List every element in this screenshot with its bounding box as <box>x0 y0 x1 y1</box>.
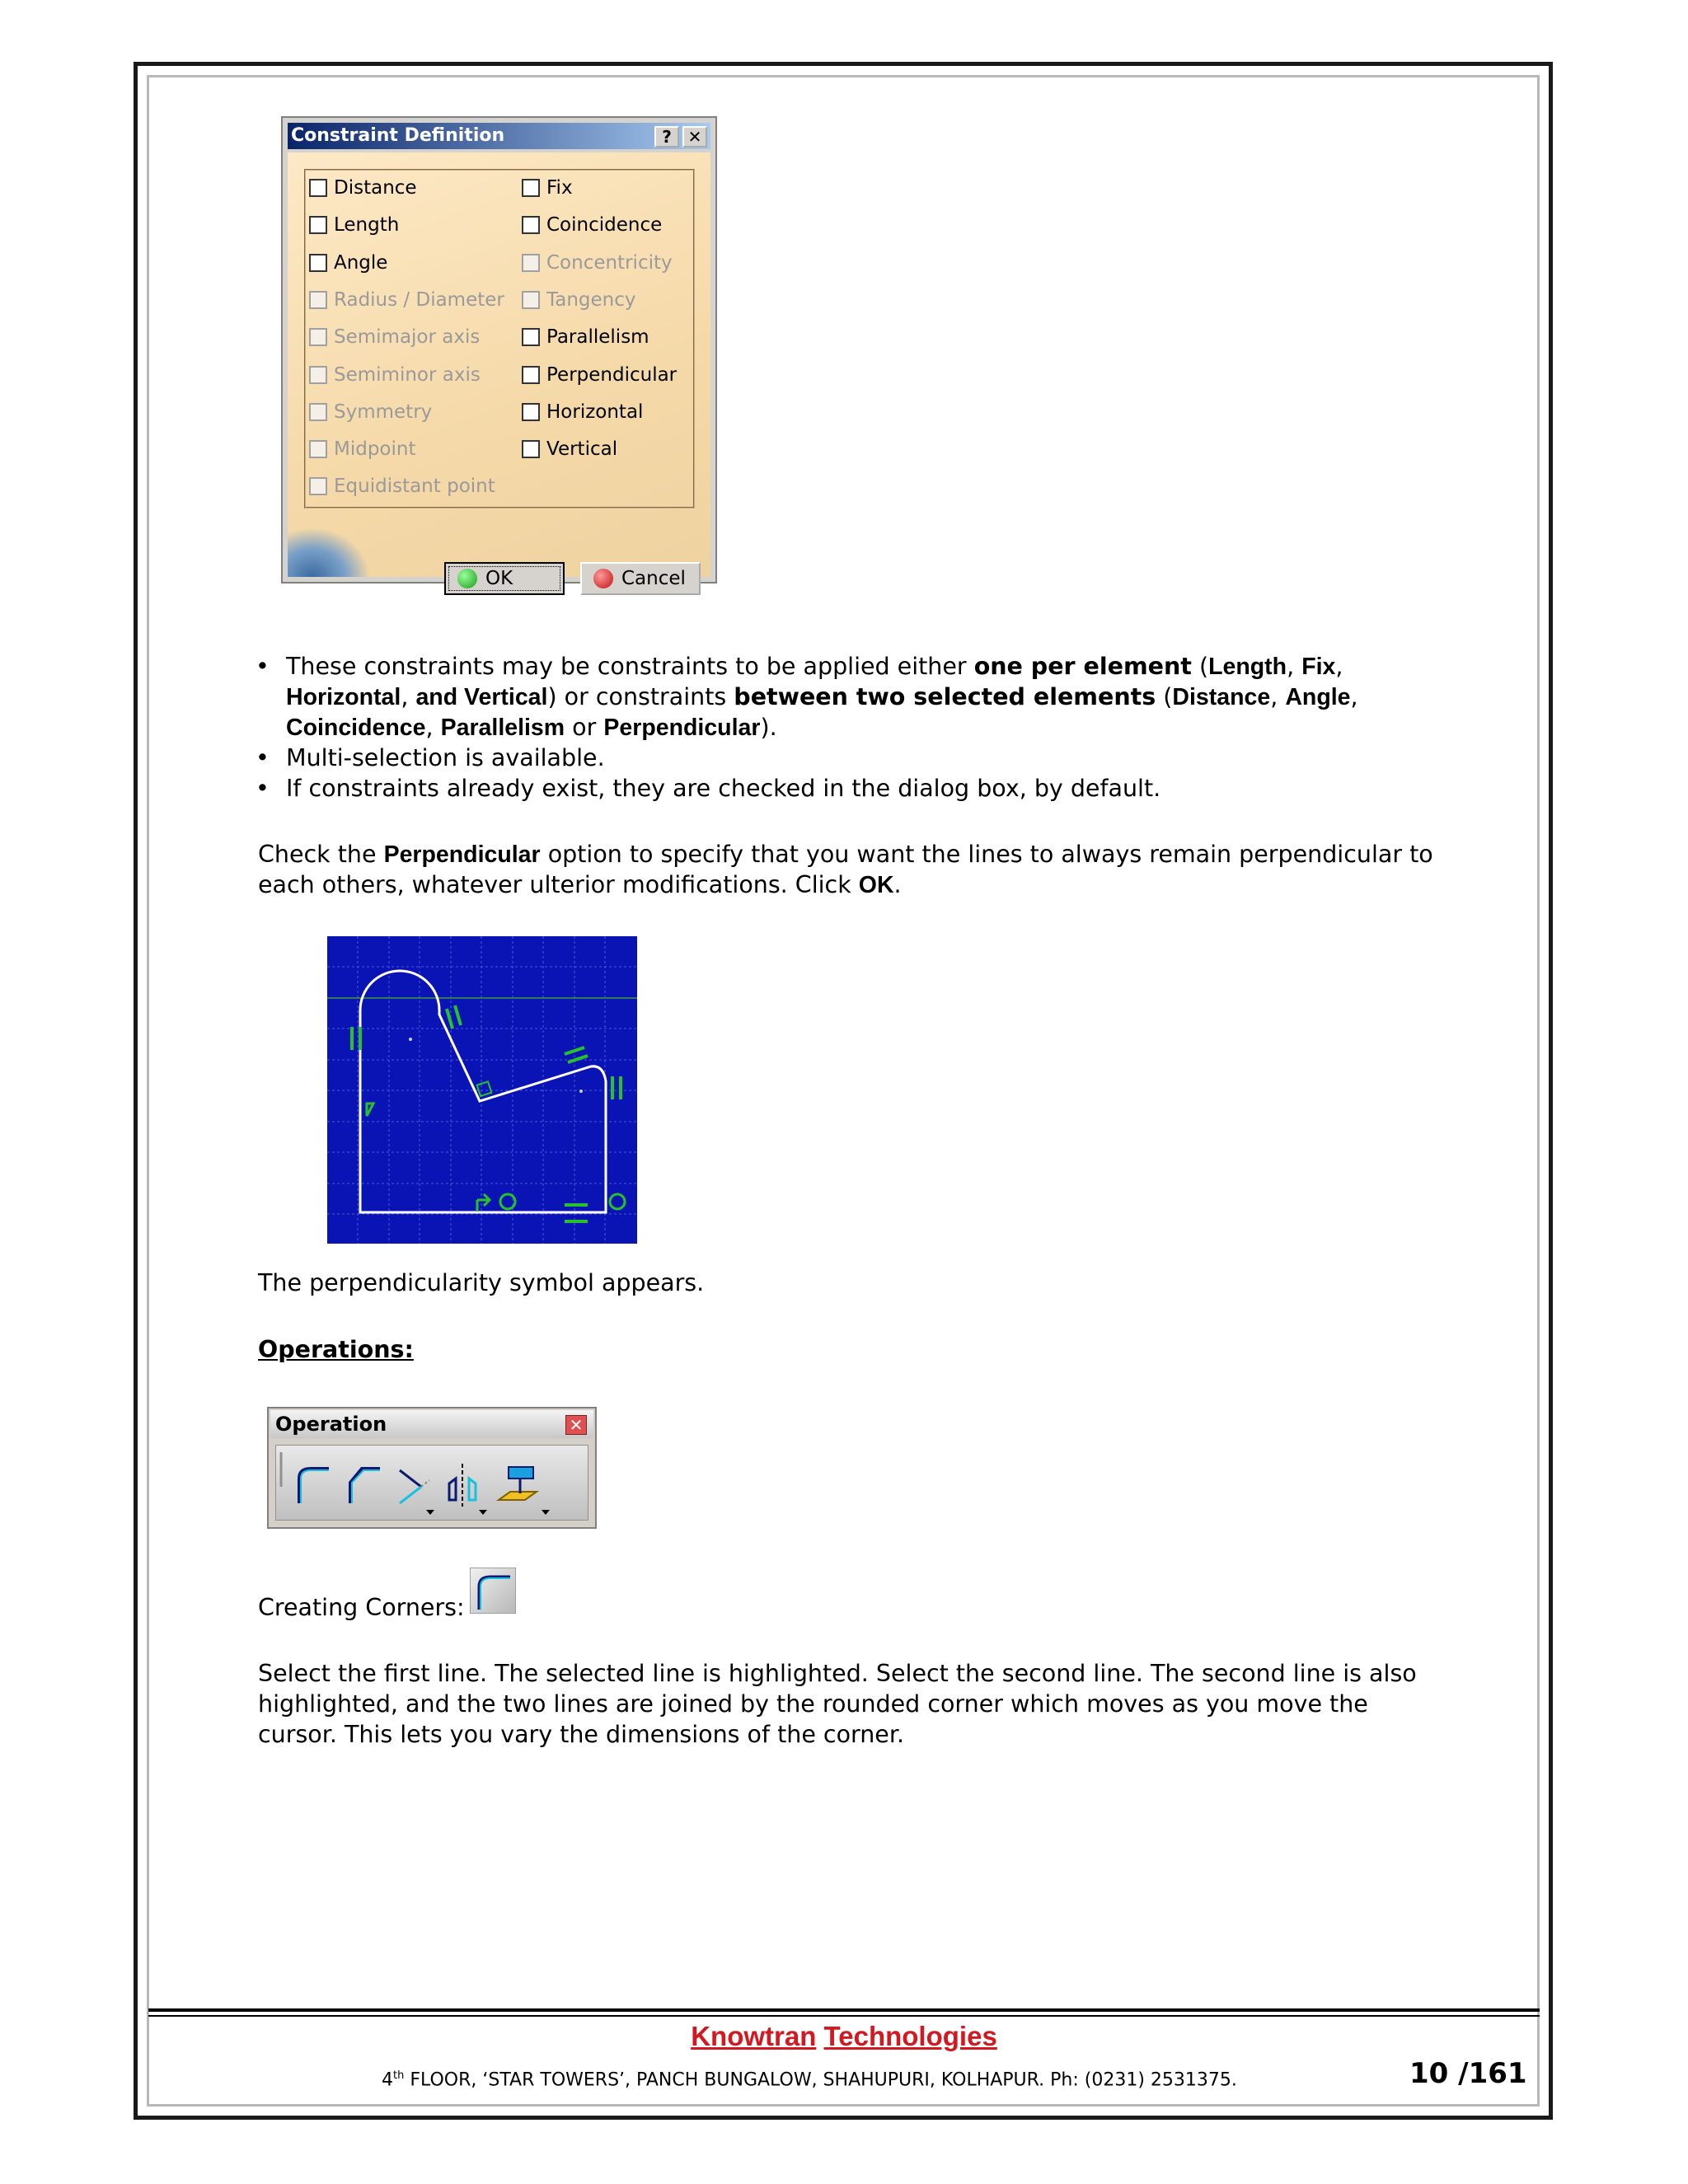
checkbox-box <box>309 328 327 346</box>
checkbox-box[interactable] <box>522 216 540 234</box>
corner-icon[interactable] <box>299 1469 329 1503</box>
checkbox-vertical[interactable] <box>522 437 617 462</box>
constraint-options-group <box>304 169 695 509</box>
figure-caption: The perpendicularity symbol appears. <box>258 1269 705 1296</box>
checkbox-label: Fix <box>546 177 573 199</box>
project-3d-icon[interactable] <box>499 1467 550 1515</box>
checkbox-perpendicular[interactable] <box>522 363 677 387</box>
checkbox-label: Radius / Diameter <box>334 288 504 311</box>
checkbox-label: Concentricity <box>546 251 673 274</box>
toolbar-title: Operation <box>275 1413 387 1436</box>
checkbox-tangency <box>522 288 636 312</box>
checkbox-semimajor-axis <box>309 325 480 349</box>
checkbox-label: Angle <box>334 251 388 274</box>
paragraph-perpendicular-line-2: each others, whatever ulterior modifications. Click OK. <box>258 871 902 898</box>
checkbox-label: Coincidence <box>546 214 663 237</box>
checkbox-length[interactable] <box>309 213 399 237</box>
checkbox-concentricity <box>522 251 673 275</box>
checkbox-label: Semimajor axis <box>334 326 481 349</box>
checkbox-parallelism[interactable] <box>522 325 649 349</box>
mirror-icon[interactable] <box>449 1464 487 1515</box>
checkbox-label: Horizontal <box>546 401 644 423</box>
bullet-marker: • <box>256 775 270 802</box>
paragraph-corner-line-3: cursor. This lets you vary the dimensions of the corner. <box>258 1721 905 1748</box>
checkbox-box[interactable] <box>309 254 327 272</box>
toolbar-close-button[interactable]: ✕ <box>565 1415 587 1435</box>
operations-heading: Operations: <box>258 1336 414 1363</box>
checkbox-semiminor-axis <box>309 363 481 387</box>
footer-address: 4th FLOOR, ‘STAR TOWERS’, PANCH BUNGALOW, SHAHUPURI, KOLHAPUR. Ph: (0231) 2531375. <box>382 2069 1237 2091</box>
chamfer-icon[interactable] <box>350 1469 380 1503</box>
paragraph-corner-line-1: Select the first line. The selected line is highlighted. Select the second line. The second line is also <box>258 1660 1417 1687</box>
bullet-2: Multi-selection is available. <box>286 744 605 771</box>
checkbox-box[interactable] <box>522 440 540 458</box>
checkbox-box <box>309 403 327 421</box>
constraint-definition-dialog <box>281 116 717 589</box>
bullet-marker: • <box>256 744 270 771</box>
ok-button[interactable]: OK <box>444 562 565 595</box>
trim-icon[interactable] <box>400 1470 434 1515</box>
checkbox-box[interactable] <box>522 179 540 197</box>
checkbox-label: Vertical <box>546 438 618 461</box>
checkbox-angle[interactable] <box>309 251 387 275</box>
checkbox-label: Midpoint <box>334 438 416 461</box>
checkbox-radius-diameter <box>309 288 504 312</box>
checkbox-label: Semiminor axis <box>334 363 481 386</box>
checkbox-box <box>522 291 540 309</box>
checkbox-box[interactable] <box>309 179 327 197</box>
sketch-center-point <box>579 1090 583 1093</box>
ok-icon <box>457 569 477 588</box>
bullet-1-line-2: Horizontal, and Vertical) or constraints between two selected elements (Distance, Angle, <box>286 683 1358 710</box>
dialog-body <box>288 152 710 589</box>
dialog-title: Constraint Definition <box>291 125 505 146</box>
checkbox-label: Symmetry <box>334 401 433 423</box>
cancel-button[interactable]: Cancel <box>580 562 701 595</box>
checkbox-midpoint <box>309 437 416 462</box>
footer-rule-thin <box>148 2015 1540 2017</box>
checkbox-box[interactable] <box>522 366 540 384</box>
checkbox-box <box>309 366 327 384</box>
checkbox-label: Parallelism <box>546 326 649 349</box>
page-number: 10 /161 <box>1409 2057 1527 2090</box>
close-button[interactable]: ✕ <box>682 126 707 148</box>
checkbox-box <box>522 254 540 272</box>
checkbox-box <box>309 440 327 458</box>
footer-rule-thick <box>148 2008 1540 2012</box>
sketch-center-point <box>409 1038 412 1041</box>
toolbar-icons <box>275 1445 588 1521</box>
help-button[interactable]: ? <box>654 126 679 148</box>
checkbox-equidistant-point <box>309 474 495 499</box>
checkbox-label: Perpendicular <box>546 363 678 386</box>
checkbox-box[interactable] <box>522 328 540 346</box>
checkbox-distance[interactable] <box>309 176 417 200</box>
checkbox-horizontal[interactable] <box>522 400 643 424</box>
checkbox-label: Distance <box>334 177 417 199</box>
company-name: Knowtran Technologies <box>691 2021 997 2051</box>
creating-corners-label: Creating Corners: <box>258 1594 465 1621</box>
checkbox-fix[interactable] <box>522 176 573 200</box>
paragraph-corner-line-2: highlighted, and the two lines are joined by the rounded corner which moves as you move the <box>258 1690 1368 1718</box>
corner-tool-icon <box>470 1568 516 1614</box>
checkbox-box[interactable] <box>522 403 540 421</box>
bullet-1-line-1: These constraints may be constraints to be applied either one per element (Length, Fix, <box>286 653 1343 680</box>
sketch-figure <box>327 936 637 1244</box>
cancel-icon <box>593 569 613 588</box>
bullet-marker: • <box>256 653 270 680</box>
bullet-1-line-3: Coincidence, Parallelism or Perpendicular). <box>286 714 777 741</box>
bullet-3: If constraints already exist, they are checked in the dialog box, by default. <box>286 775 1161 802</box>
checkbox-box <box>309 291 327 309</box>
toolbar-title-bar <box>270 1410 593 1438</box>
checkbox-symmetry <box>309 400 432 424</box>
checkbox-label: Tangency <box>546 288 636 311</box>
checkbox-label: Equidistant point <box>334 476 495 498</box>
checkbox-box[interactable] <box>309 216 327 234</box>
checkbox-label: Length <box>334 214 400 237</box>
checkbox-coincidence[interactable] <box>522 213 662 237</box>
toolbar-icon-strip <box>276 1446 591 1521</box>
paragraph-perpendicular-line-1: Check the Perpendicular option to specify that you want the lines to always remain perpendicular to <box>258 841 1433 868</box>
operation-toolbar <box>267 1407 597 1529</box>
dialog-title-bar <box>288 123 710 149</box>
globe-decoration <box>288 527 370 577</box>
checkbox-box <box>309 477 327 495</box>
